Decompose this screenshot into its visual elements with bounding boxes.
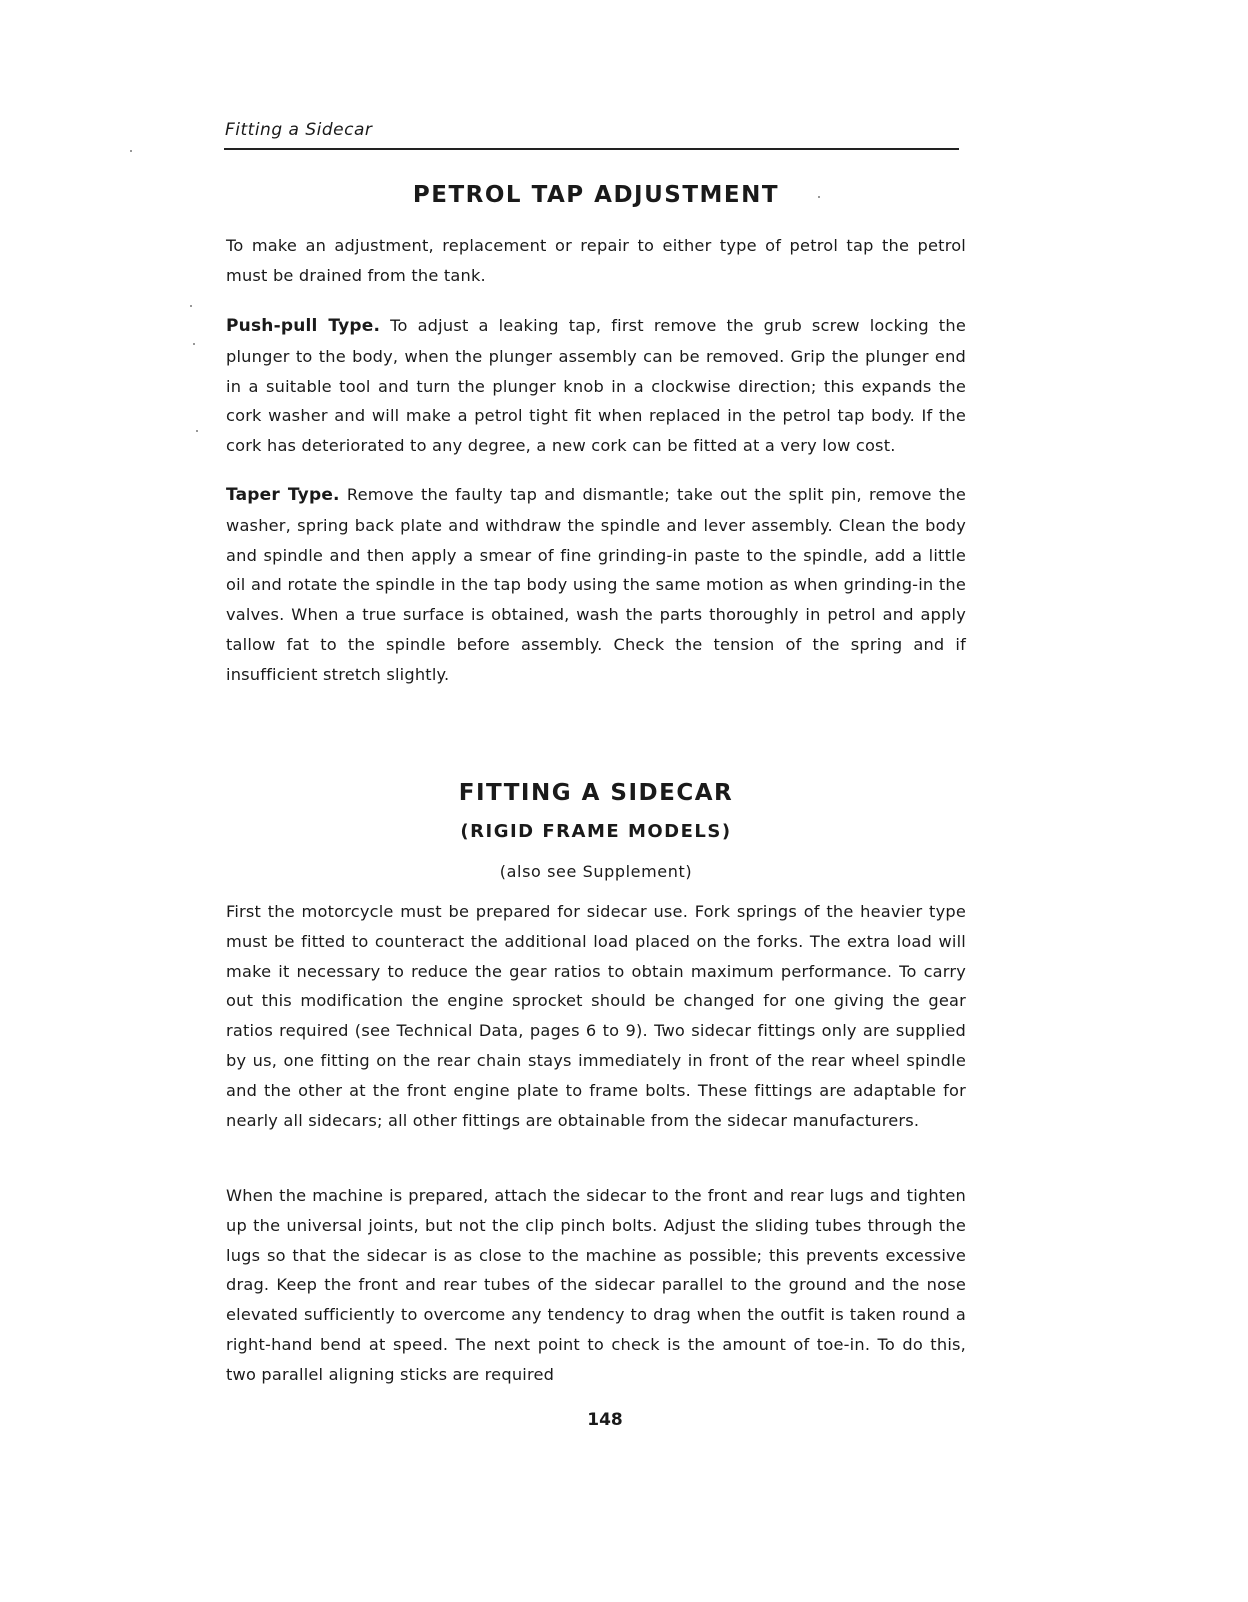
push-pull-lead: Push-pull Type. [226,316,381,336]
section-title-fitting-sidecar: FITTING A SIDECAR [458,780,734,806]
push-pull-text: To adjust a leaking tap, first remove the grub screw locking the plunger to the body, when the plunger assembly can be removed. Grip the plunger end in a suitable tool and turn the plunger knob in a clockwise direction; this expands the cork washer and will make a petrol tight fit when replaced in the petrol tap body. If the cork has deteriorated to any degree, a new cork can be fitted at a very low cost. [226,316,966,456]
page-number: 148 [587,1410,623,1430]
header-rule [224,148,959,150]
sidecar-paragraph-2: When the machine is prepared, attach the sidecar to the front and rear lugs and tighten up the universal joints, but not the clip pinch bolts. Adjust the sliding tubes through the lugs so that the sidecar is as close to the machine as possible; this prevents excessive drag. Keep the front and rear tubes of the sidecar parallel to the ground and the nose elevated sufficiently to overcome any tendency to drag when the outfit is taken round a right-hand bend at speed. The next point to check is the amount of toe-in. To do this, two parallel aligning sticks are required [226,1186,966,1384]
taper-text: Remove the faulty tap and dismantle; take out the split pin, remove the washer, spring back plate and withdraw the spindle and lever assembly. Clean the body and spindle and then apply a smear of fine grinding-in paste to the spindle, add a little oil and rotate the spindle in the tap body using the same motion as when grinding-in the valves. When a true surface is obtained, wash the parts thoroughly in petrol and apply tallow fat to the spindle before assembly. Check the tension of the spring and if insufficient stretch slightly. [226,485,966,684]
supplement-note: (also see Supplement) [499,862,693,881]
running-head: Fitting a Sidecar [225,120,373,140]
section-subtitle-rigid-frame: (RIGID FRAME MODELS) [460,821,732,842]
taper-paragraph [226,480,966,690]
section-title-petrol-tap: PETROL TAP ADJUSTMENT [412,182,780,208]
scan-speck [130,150,132,152]
sidecar-paragraph-1: First the motorcycle must be prepared for sidecar use. Fork springs of the heavier type must be fitted to counteract the additional load placed on the forks. The extra load will make it necessary to reduce the gear ratios to obtain maximum performance. To carry out this modification the engine sprocket should be changed for one giving the gear ratios required (see Technical Data, pages 6 to 9). Two sidecar fittings only are supplied by us, one fitting on the rear chain stays immediately in front of the rear wheel spindle and the other at the front engine plate to frame bolts. These fittings are adaptable for nearly all sidecars; all other fittings are obtainable from the sidecar manufacturers. [226,902,966,1130]
taper-lead: Taper Type. [226,485,340,505]
scan-speck [818,196,820,198]
scan-speck [190,305,192,307]
scan-speck [193,343,195,345]
petrol-tap-intro: To make an adjustment, replacement or repair to either type of petrol tap the petrol must be drained from the tank. [226,236,966,285]
push-pull-paragraph [226,311,966,461]
scan-speck [196,430,198,432]
